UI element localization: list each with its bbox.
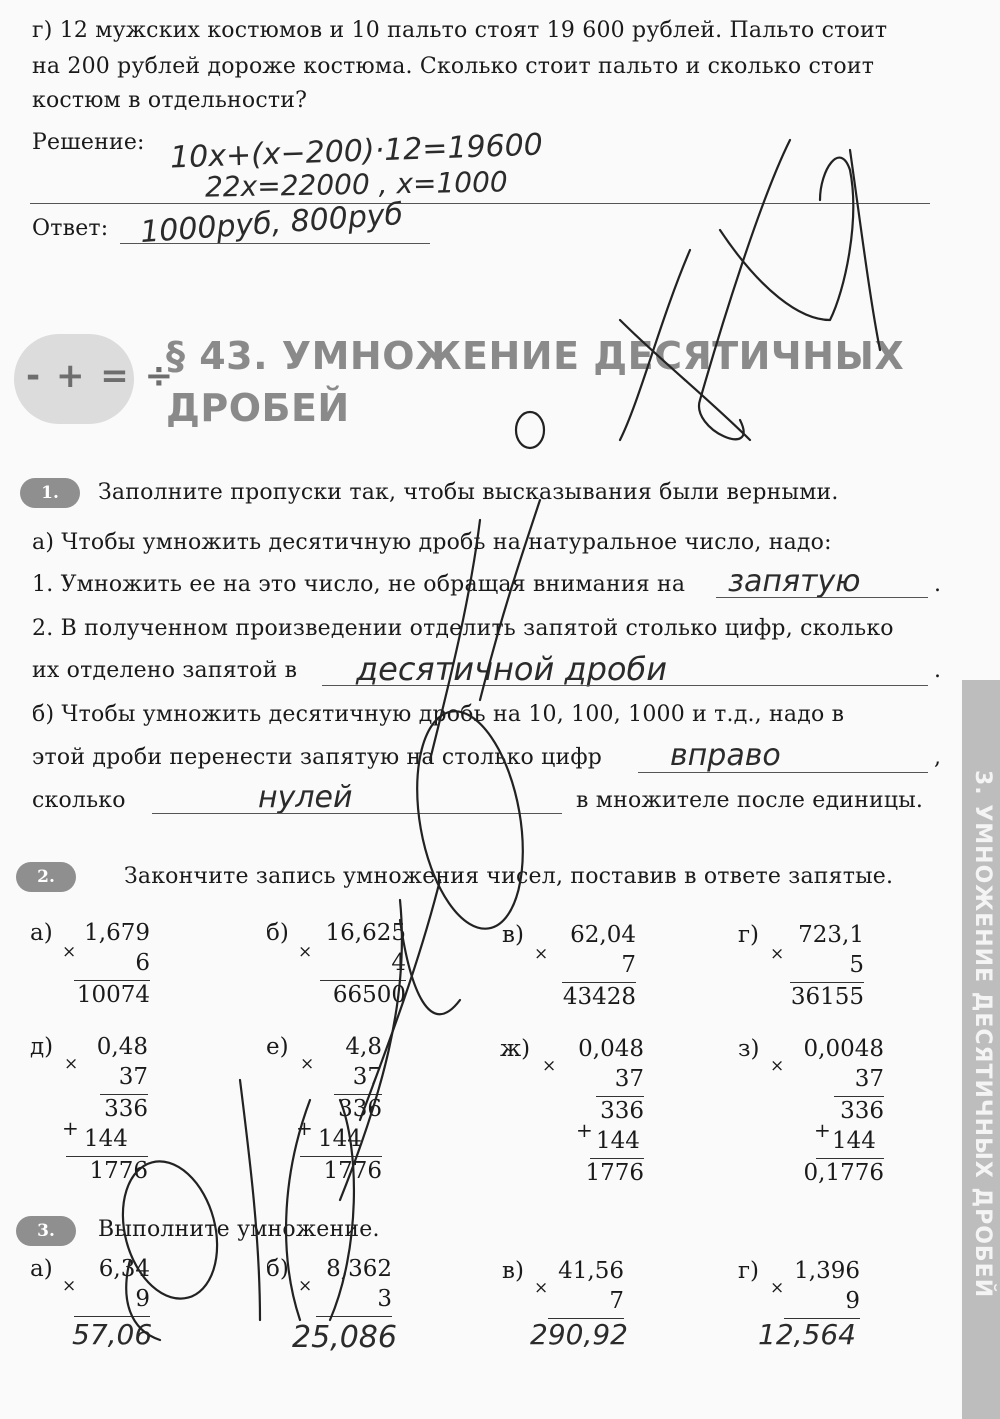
multiplicand: 0,48: [96, 1034, 148, 1060]
task2-badge: 2.: [16, 862, 76, 892]
task1-a2-handwriting: десятичной дроби: [356, 650, 668, 688]
task1-b-line1: б) Чтобы умножить десятичную дробь на 10, 100, 1000 и т.д., надо в: [32, 702, 845, 727]
times-sign: ×: [770, 1278, 785, 1298]
answer-handwriting: 290,92: [530, 1318, 628, 1351]
multiplicand: 1,679: [84, 920, 150, 946]
times-sign: ×: [300, 1054, 315, 1074]
partial-product-1: 336: [840, 1098, 884, 1124]
task1-b-blank-2: [152, 813, 562, 814]
result-bar: [790, 982, 864, 983]
multiplicand: 1,396: [794, 1258, 860, 1284]
task1-b-handwriting-2: нулей: [258, 780, 353, 815]
product: 66500: [332, 982, 406, 1008]
item-label: ж): [500, 1036, 531, 1062]
times-sign: ×: [542, 1056, 557, 1076]
task1-a2-blank: [322, 685, 928, 686]
partial-product-1: 336: [600, 1098, 644, 1124]
multiplicand: 16,625: [325, 920, 406, 946]
partial-product-2: 144: [596, 1128, 640, 1154]
task1-a1-period: .: [934, 572, 942, 597]
multiplier: 37: [614, 1066, 644, 1092]
item-label: б): [266, 920, 289, 946]
partial-product-2: 144: [318, 1126, 362, 1152]
multiplier: 5: [849, 952, 864, 978]
answer-handwriting: 12,564: [758, 1318, 856, 1351]
task1-b-comma: ,: [934, 745, 942, 770]
item-label: в): [502, 1258, 524, 1284]
task1-b-line3-end: в множителе после единицы.: [576, 788, 924, 813]
item-label: з): [738, 1036, 760, 1062]
task1-b-blank-1: [638, 772, 928, 773]
problem-g-line2: на 200 рублей дороже костюма. Сколько стоит пальто и сколько стоит: [32, 54, 875, 79]
item-label: а): [30, 920, 53, 946]
item-label: е): [266, 1034, 289, 1060]
partial-bar: [834, 1096, 884, 1097]
times-sign: ×: [62, 942, 77, 962]
item-label: а): [30, 1256, 53, 1282]
multiplicand: 62,04: [570, 922, 636, 948]
result-bar: [74, 1316, 150, 1317]
task3-badge: 3.: [16, 1216, 76, 1246]
times-sign: ×: [534, 1278, 549, 1298]
times-sign: ×: [534, 944, 549, 964]
multiplier: 4: [391, 950, 406, 976]
section-title-line2: ДРОБЕЙ: [166, 386, 350, 430]
chapter-sidebar-text: 3. УМНОЖЕНИЕ ДЕСЯТИЧНЫХ ДРОБЕЙ: [970, 770, 995, 1299]
solution-label: Решение:: [32, 130, 145, 155]
result-bar: [320, 980, 406, 981]
plus-sign: +: [62, 1116, 79, 1140]
result-bar: [74, 980, 150, 981]
item-label: д): [30, 1034, 54, 1060]
task1-a-intro: а) Чтобы умножить десятичную дробь на натуральное число, надо:: [32, 530, 832, 555]
multiplicand: 4,8: [345, 1034, 382, 1060]
result-bar: [816, 1158, 884, 1159]
multiplier: 37: [854, 1066, 884, 1092]
task1-badge: 1.: [20, 478, 80, 508]
solution-handwriting-1: 10x+(x−200)·12=19600: [169, 127, 544, 176]
task1-b-handwriting-1: вправо: [670, 738, 781, 773]
task1-instruction: Заполните пропуски так, чтобы высказывания были верными.: [98, 480, 839, 505]
problem-g-line1: г) 12 мужских костюмов и 10 пальто стоят 19 600 рублей. Пальто стоит: [32, 18, 888, 43]
plus-sign: +: [576, 1118, 593, 1142]
task1-a2-line1: 2. В полученном произведении отделить запятой столько цифр, сколько: [32, 616, 894, 641]
times-sign: ×: [62, 1276, 77, 1296]
multiplier: 6: [135, 950, 150, 976]
multiplier: 37: [352, 1064, 382, 1090]
task1-b-line3-start: сколько: [32, 788, 126, 813]
multiplier: 37: [118, 1064, 148, 1090]
plus-sign: +: [296, 1116, 313, 1140]
product: 43428: [562, 984, 636, 1010]
partial-bar: [596, 1096, 644, 1097]
times-sign: ×: [770, 944, 785, 964]
task1-a2-line2: их отделено запятой в: [32, 658, 298, 683]
answer-handwriting: 57,06: [72, 1318, 153, 1351]
answer-line: [120, 243, 430, 244]
answer-label: Ответ:: [32, 216, 109, 241]
multiplicand: 0,0048: [803, 1036, 884, 1062]
product: 1776: [89, 1158, 148, 1184]
result-bar: [316, 1316, 392, 1317]
result-bar: [562, 982, 636, 983]
multiplicand: 8,362: [326, 1256, 392, 1282]
result-bar: [300, 1156, 382, 1157]
multiplier: 9: [135, 1286, 150, 1312]
times-sign: ×: [298, 942, 313, 962]
item-label: в): [502, 922, 524, 948]
item-label: г): [738, 922, 760, 948]
product: 0,1776: [803, 1160, 884, 1186]
partial-bar: [334, 1094, 382, 1095]
task2-instruction: Закончите запись умножения чисел, поставив в ответе запятые.: [124, 864, 894, 889]
item-label: б): [266, 1256, 289, 1282]
answer-handwriting: 1000руб, 800руб: [139, 196, 405, 251]
partial-product-1: 336: [338, 1096, 382, 1122]
multiplier: 9: [845, 1288, 860, 1314]
multiplicand: 723,1: [798, 922, 864, 948]
task1-a1-handwriting: запятую: [728, 564, 861, 599]
plus-sign: +: [814, 1118, 831, 1142]
product: 1776: [585, 1160, 644, 1186]
multiplicand: 41,56: [558, 1258, 624, 1284]
multiplier: 7: [621, 952, 636, 978]
task1-a2-period: .: [934, 658, 942, 683]
product: 1776: [323, 1158, 382, 1184]
solution-handwriting-2: 22x=22000 , x=1000: [204, 165, 508, 204]
math-symbols-icon: - + = ÷: [26, 356, 176, 396]
problem-g-line3: костюм в отдельности?: [32, 88, 308, 113]
task1-b-line2: этой дроби перенести запятую на столько цифр: [32, 745, 603, 770]
task1-a1-blank: [716, 597, 928, 598]
multiplicand: 0,048: [578, 1036, 644, 1062]
partial-product-2: 144: [832, 1128, 876, 1154]
section-title: § 43. УМНОЖЕНИЕ ДЕСЯТИЧНЫХ: [166, 334, 905, 378]
solution-line: [30, 203, 930, 204]
multiplier: 3: [377, 1286, 392, 1312]
partial-product-2: 144: [84, 1126, 128, 1152]
result-bar: [590, 1158, 644, 1159]
answer-handwriting: 25,086: [292, 1320, 397, 1355]
times-sign: ×: [64, 1054, 79, 1074]
times-sign: ×: [770, 1056, 785, 1076]
multiplier: 7: [609, 1288, 624, 1314]
partial-bar: [100, 1094, 148, 1095]
partial-product-1: 336: [104, 1096, 148, 1122]
multiplicand: 6,34: [98, 1256, 150, 1282]
item-label: г): [738, 1258, 760, 1284]
times-sign: ×: [298, 1276, 313, 1296]
product: 36155: [790, 984, 864, 1010]
result-bar: [66, 1156, 148, 1157]
product: 10074: [76, 982, 150, 1008]
task3-instruction: Выполните умножение.: [98, 1217, 380, 1242]
task1-a1: 1. Умножить ее на это число, не обращая внимания на: [32, 572, 686, 597]
